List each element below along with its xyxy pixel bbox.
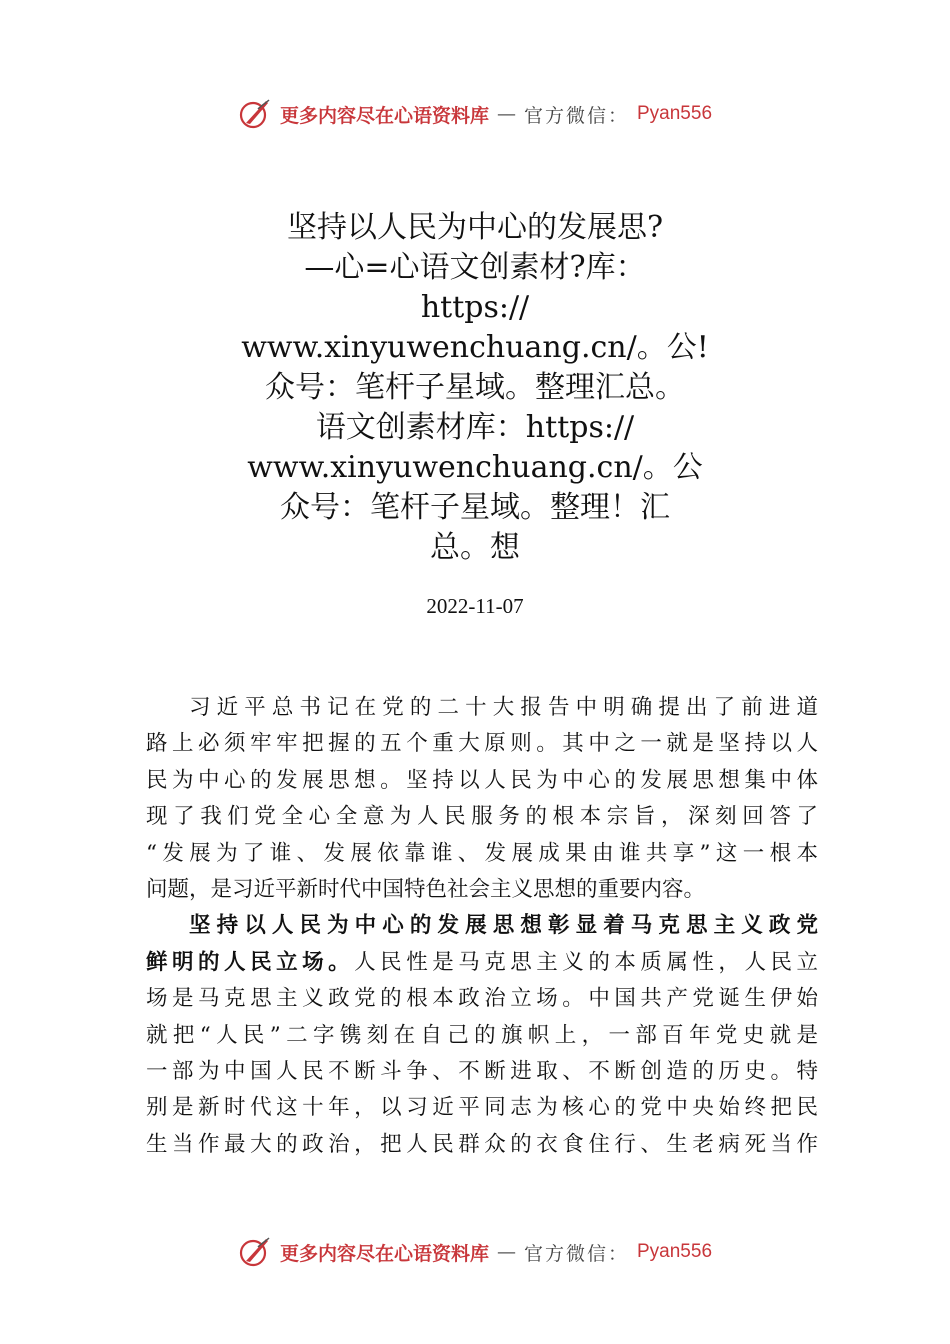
- title-line: 众号：笔杆子星域。整理汇总。: [265, 370, 685, 405]
- document-date: 2022-11-07: [426, 594, 524, 618]
- paragraph1-line: 路上必须牢牢把握的五个重大原则。其中之一就是坚持以人: [146, 731, 818, 757]
- document-body: [146, 690, 818, 1163]
- header-banner: [0, 94, 950, 134]
- title-line: —心=心语文创素材?库：: [304, 250, 646, 285]
- banner-dash: —: [496, 1241, 516, 1263]
- banner-wechat-id: Pyan556: [637, 1241, 713, 1262]
- banner-main-text: 更多内容尽在心语资料库: [279, 104, 489, 127]
- title-line: https://: [420, 290, 530, 325]
- document-title: [200, 208, 750, 568]
- paragraph2-line: [146, 908, 818, 944]
- paragraph1-line: 民为中心的发展思想。坚持以人民为中心的发展思想集中体: [146, 767, 818, 793]
- title-line: 坚持以人民为中心的发展思?: [286, 210, 664, 245]
- quill-pen-logo-icon: [238, 1235, 272, 1269]
- footer-banner: [0, 1232, 950, 1272]
- banner-wechat-id: Pyan556: [637, 103, 713, 124]
- quill-pen-logo-icon: [238, 97, 272, 131]
- banner-dash: —: [496, 103, 516, 125]
- paragraph2-heading-end: 鲜明的人民立场。: [146, 949, 355, 975]
- paragraph1-line: “发展为了谁、发展依靠谁、发展成果由谁共享”这一根本: [146, 840, 818, 866]
- paragraph1-line: 习近平总书记在党的二十大报告中明确提出了前进道: [189, 695, 818, 720]
- title-line: 语文创素材库：https://: [315, 410, 635, 445]
- title-line: 总。想: [430, 530, 520, 565]
- paragraph2-line: 一部为中国人民不断斗争、不断进取、不断创造的历史。特: [146, 1058, 818, 1084]
- paragraph1-line: 问题，是习近平新时代中国特色社会主义思想的重要内容。: [146, 876, 706, 902]
- paragraph2-line: 就把“人民”二字镌刻在自己的旗帜上，一部百年党史就是: [146, 1022, 818, 1048]
- title-line: 众号：笔杆子星域。整理！汇: [280, 490, 670, 525]
- paragraph2-line: 生当作最大的政治，把人民群众的衣食住行、生老病死当作: [146, 1131, 818, 1157]
- banner-wechat-label: 官方微信：: [523, 1242, 629, 1265]
- paragraph2-line: 别是新时代这十年，以习近平同志为核心的党中央始终把民: [146, 1095, 818, 1121]
- paragraph2-heading: 坚持以人民为中心的发展思想彰显着马克思主义政党: [189, 913, 818, 939]
- banner-main-text: 更多内容尽在心语资料库: [279, 1242, 489, 1265]
- paragraph1-line: 现了我们党全心全意为人民服务的根本宗旨，深刻回答了: [146, 804, 818, 830]
- title-line: www.xinyuwenchuang.cn/。公!: [241, 330, 709, 365]
- paragraph2-line: 鲜明的人民立场。人民性是马克思主义的本质属性，人民立: [146, 949, 818, 975]
- title-line: www.xinyuwenchuang.cn/。公: [247, 450, 703, 485]
- paragraph2-line: 场是马克思主义政党的根本政治立场。中国共产党诞生伊始: [146, 986, 818, 1012]
- banner-wechat-label: 官方微信：: [523, 104, 629, 127]
